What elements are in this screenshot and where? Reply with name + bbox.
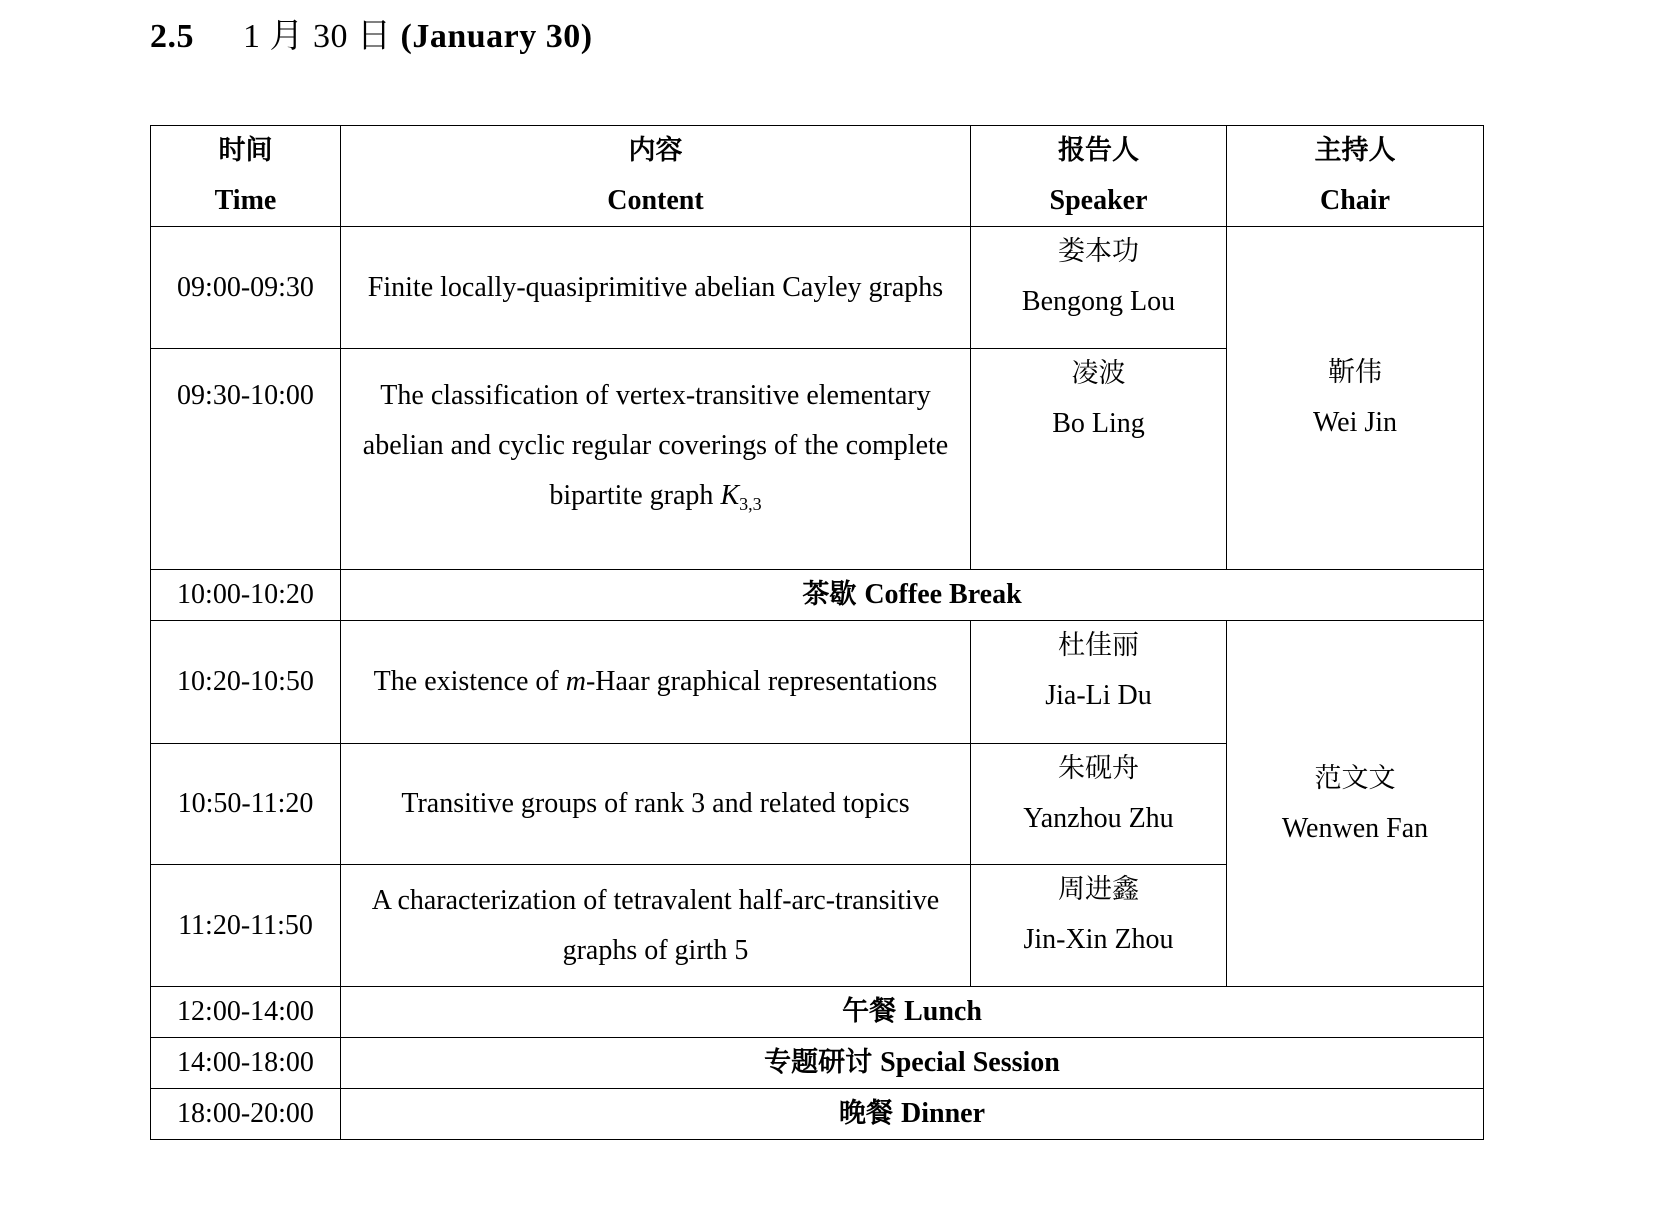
section-date-en: (January 30) [400, 18, 593, 55]
content-cell: The classification of vertex-transitive elementary abelian and cyclic regular coverings of the complete bipartite graph $K_{3,3}$ [341, 349, 971, 570]
chair-cell: 靳伟 Wei Jin [1227, 227, 1484, 570]
section-heading [150, 8, 593, 57]
content-cell: Finite locally-quasiprimitive abelian Cayley graphs [341, 227, 971, 349]
time-cell: 09:30-10:00 [151, 349, 341, 570]
speaker-cell: 凌波 Bo Ling [971, 349, 1227, 570]
header-speaker: 报告人 Speaker [971, 126, 1227, 227]
table-row [151, 621, 1484, 744]
table-row [151, 227, 1484, 349]
time-cell: 14:00-18:00 [151, 1038, 341, 1089]
time-cell: 10:50-11:20 [151, 744, 341, 865]
time-cell: 11:20-11:50 [151, 865, 341, 987]
content-cell: A characterization of tetravalent half-arc-transitive graphs of girth 5 [341, 865, 971, 987]
break-cell: 专题研讨 Special Session [341, 1038, 1484, 1089]
break-cell: 午餐 Lunch [341, 987, 1484, 1038]
header-row [151, 126, 1484, 227]
table-row [151, 570, 1484, 621]
section-number: 2.5 [150, 18, 194, 55]
header-time: 时间 Time [151, 126, 341, 227]
speaker-cell: 杜佳丽 Jia-Li Du [971, 621, 1227, 744]
table-row [151, 1038, 1484, 1089]
header-content: 内容 Content [341, 126, 971, 227]
schedule-table [150, 125, 1484, 1140]
time-cell: 09:00-09:30 [151, 227, 341, 349]
content-cell: Transitive groups of rank 3 and related topics [341, 744, 971, 865]
time-cell: 12:00-14:00 [151, 987, 341, 1038]
speaker-cell: 周进鑫 Jin-Xin Zhou [971, 865, 1227, 987]
content-cell: The existence of m-Haar graphical representations [341, 621, 971, 744]
section-date-zh: 1 月 30 日 [243, 18, 392, 55]
break-cell: 茶歇 Coffee Break [341, 570, 1484, 621]
speaker-cell: 娄本功 Bengong Lou [971, 227, 1227, 349]
break-cell: 晚餐 Dinner [341, 1089, 1484, 1140]
chair-cell: 范文文 Wenwen Fan [1227, 621, 1484, 987]
speaker-cell: 朱砚舟 Yanzhou Zhu [971, 744, 1227, 865]
time-cell: 10:20-10:50 [151, 621, 341, 744]
time-cell: 18:00-20:00 [151, 1089, 341, 1140]
time-cell: 10:00-10:20 [151, 570, 341, 621]
table-row [151, 987, 1484, 1038]
table-row [151, 1089, 1484, 1140]
header-chair: 主持人 Chair [1227, 126, 1484, 227]
